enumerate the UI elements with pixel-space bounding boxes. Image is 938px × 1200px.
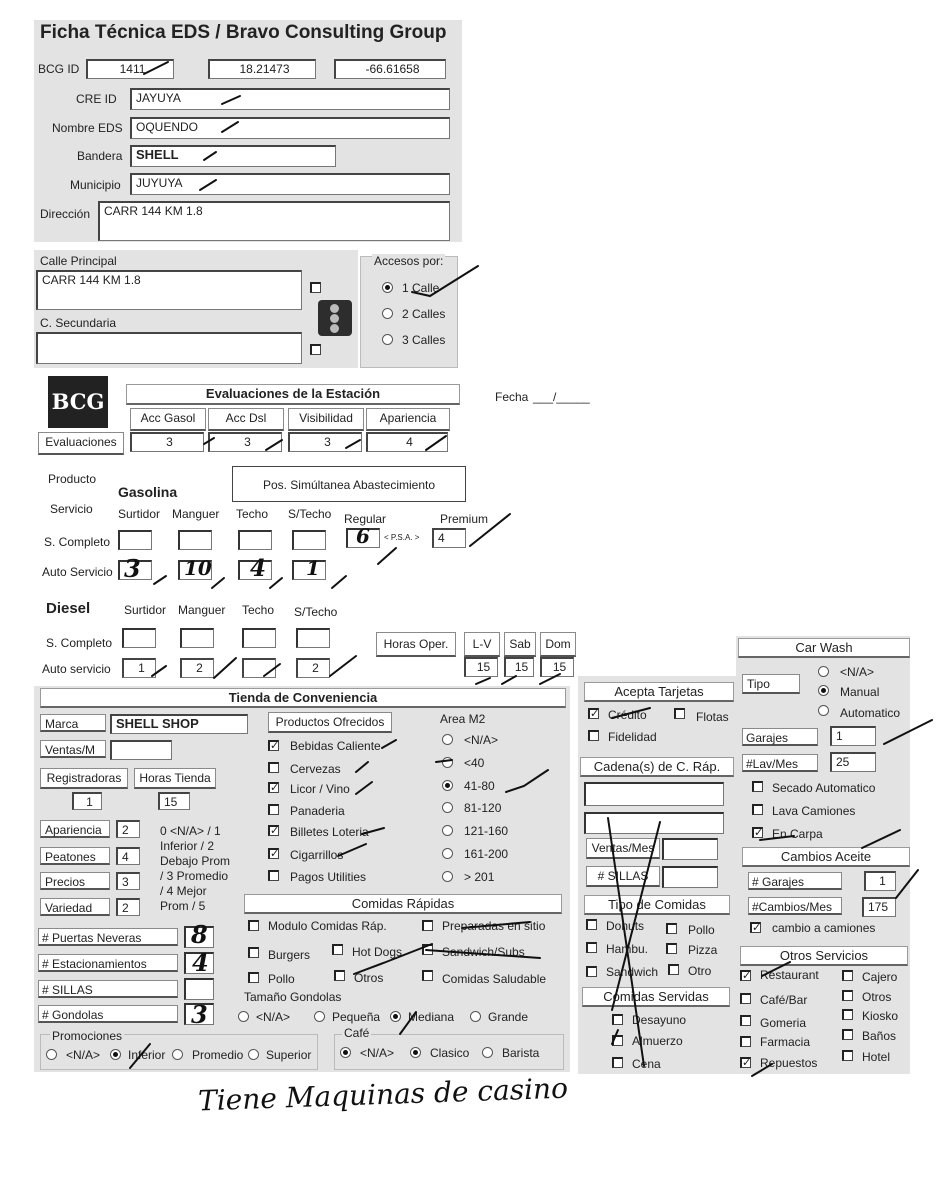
gondola-na-radio[interactable] xyxy=(238,1011,249,1022)
cr-hotdogs-label: Hot Dogs xyxy=(352,945,403,959)
cr-preparadas-label: Preparadas en sitio xyxy=(442,919,546,933)
tarjeta-credito-checkbox[interactable]: ✓ xyxy=(590,708,600,720)
cadena-sillas-field[interactable] xyxy=(662,866,718,888)
cre-id-label: CRE ID xyxy=(76,92,117,106)
puertas-neveras-label: # Puertas Neveras xyxy=(38,928,178,946)
os-cafebar-label: Café/Bar xyxy=(760,993,808,1007)
accesos-3-label: 3 Calles xyxy=(402,333,446,347)
dsl-auto-servicio-label: Auto servicio xyxy=(42,662,111,676)
horas-oper-label: Horas Oper. xyxy=(376,632,456,657)
comidas-servidas-title: Comidas Servidas xyxy=(582,987,730,1007)
promo-superior-label: Superior xyxy=(266,1048,312,1062)
secado-checkbox[interactable] xyxy=(752,781,763,792)
area-41-80-radio[interactable] xyxy=(442,780,453,791)
registradoras-label: Registradoras xyxy=(40,768,128,789)
os-repuestos-checkbox[interactable]: ✓ xyxy=(742,1057,752,1069)
bcg-id-field[interactable]: 1411 xyxy=(86,59,174,79)
gas-auto-servicio-label: Auto Servicio xyxy=(42,565,113,579)
prod-billetes-checkbox[interactable]: ✓ xyxy=(270,825,280,837)
cadena-ventas-label: Ventas/Mes xyxy=(586,838,660,859)
calle-secundaria-label: C. Secundaria xyxy=(40,316,117,330)
diesel-title: Diesel xyxy=(46,600,91,617)
lava-camiones-checkbox[interactable] xyxy=(752,804,763,815)
tc-otro-checkbox[interactable] xyxy=(668,964,679,975)
tarjeta-credito-label: Crédito xyxy=(608,708,647,722)
gondola-pequena-radio[interactable] xyxy=(314,1011,325,1022)
calle-secundaria-checkbox[interactable] xyxy=(310,344,321,355)
dsl-header-manguer: Manguer xyxy=(178,603,226,617)
cr-burgers-label: Burgers xyxy=(268,948,311,962)
cadena-field-2[interactable] xyxy=(584,812,724,834)
evaluaciones-row-label: Evaluaciones xyxy=(38,432,124,455)
calle-secundaria-field[interactable] xyxy=(36,332,302,364)
prod-pagos-checkbox[interactable] xyxy=(268,870,279,881)
cs-almuerzo-checkbox[interactable] xyxy=(612,1035,623,1046)
municipio-field[interactable]: JUYUYA xyxy=(130,173,450,195)
psa-label: < P.S.A. > xyxy=(384,533,420,542)
cr-sandwich-checkbox[interactable] xyxy=(422,944,433,955)
ventas-label: Ventas/M xyxy=(40,740,106,758)
prod-bebidas-label: Bebidas Caliente xyxy=(290,739,381,753)
prod-cervezas-label: Cervezas xyxy=(290,762,341,776)
tarjeta-fidelidad-checkbox[interactable] xyxy=(588,730,599,741)
longitude-field[interactable]: -66.61658 xyxy=(334,59,446,79)
gondola-mediana-label: Mediana xyxy=(408,1010,455,1024)
area-201-label: > 201 xyxy=(464,870,495,884)
bcg-logo: BCG xyxy=(48,376,108,428)
promo-superior-radio[interactable] xyxy=(248,1049,259,1060)
horas-header-sab: Sab xyxy=(504,632,536,657)
puertas-neveras-value: 8 xyxy=(191,920,208,949)
tc-hambu-label: Hambu. xyxy=(606,942,649,956)
horas-header-dom: Dom xyxy=(540,632,576,657)
eval-apariencia-field[interactable]: 4 xyxy=(366,432,448,452)
tarjetas-title: Acepta Tarjetas xyxy=(584,682,734,702)
municipio-label: Municipio xyxy=(70,178,121,192)
secado-label: Secado Automatico xyxy=(772,781,876,795)
prod-bebidas-checkbox[interactable]: ✓ xyxy=(270,740,280,752)
variedad-label: Variedad xyxy=(40,898,110,916)
cafe-clasico-radio[interactable] xyxy=(410,1047,421,1058)
dsl-header-stecho: S/Techo xyxy=(294,605,338,619)
gondolas-title: Tamaño Gondolas xyxy=(244,990,342,1004)
dsl-as-manguer[interactable]: 2 xyxy=(180,658,214,678)
gas-sc-surtidor[interactable] xyxy=(118,530,152,550)
promo-na-label: <N/A> xyxy=(66,1048,101,1062)
direccion-field[interactable]: CARR 144 KM 1.8 xyxy=(98,201,450,241)
cs-desayuno-checkbox[interactable] xyxy=(612,1014,623,1025)
cr-saludable-label: Comidas Saludable xyxy=(442,972,547,986)
cafe-barista-radio[interactable] xyxy=(482,1047,493,1058)
marca-field[interactable]: SHELL SHOP xyxy=(110,714,248,734)
gas-sc-stecho[interactable] xyxy=(292,530,326,550)
promo-na-radio[interactable] xyxy=(46,1049,57,1060)
dsl-sc-stecho[interactable] xyxy=(296,628,330,648)
area-201-radio[interactable] xyxy=(442,871,453,882)
tipo-comidas-title: Tipo de Comidas xyxy=(584,895,730,915)
cs-desayuno-label: Desayuno xyxy=(632,1013,687,1027)
prod-pagos-label: Pagos Utilities xyxy=(290,870,367,884)
area-na-radio[interactable] xyxy=(442,734,453,745)
handwritten-note: Tiene Maquinas de casino xyxy=(197,1071,569,1118)
premium-field[interactable]: 4 xyxy=(432,528,466,548)
estacionamientos-value: 4 xyxy=(192,948,209,977)
cambio-camiones-checkbox[interactable]: ✓ xyxy=(752,922,762,934)
gas-header-surtidor: Surtidor xyxy=(118,507,161,521)
cafe-na-label: <N/A> xyxy=(360,1046,395,1060)
os-hotel-label: Hotel xyxy=(862,1050,891,1064)
carwash-manual-radio[interactable] xyxy=(818,685,829,696)
prod-licor-checkbox[interactable]: ✓ xyxy=(270,782,280,794)
nombre-eds-label: Nombre EDS xyxy=(52,121,123,135)
bandera-label: Bandera xyxy=(77,149,123,163)
area-41-80-label: 41-80 xyxy=(464,779,495,793)
gondola-mediana-radio[interactable] xyxy=(390,1011,401,1022)
carwash-tipo-label: Tipo xyxy=(742,674,800,694)
productos-title: Productos Ofrecidos xyxy=(268,712,392,733)
cafe-clasico-label: Clasico xyxy=(430,1046,470,1060)
dsl-header-surtidor: Surtidor xyxy=(124,603,167,617)
cr-burgers-checkbox[interactable] xyxy=(248,947,259,958)
pos-simultanea-title: Pos. Simúltanea Abastecimiento xyxy=(232,466,466,502)
gas-sc-techo[interactable] xyxy=(238,530,272,550)
peatones-label: Peatones xyxy=(40,847,110,865)
cambios-garajes-field[interactable]: 1 xyxy=(864,871,896,891)
cs-almuerzo-label: Almuerzo xyxy=(632,1034,683,1048)
area-121-160-radio[interactable] xyxy=(442,825,453,836)
os-hotel-checkbox[interactable] xyxy=(842,1050,853,1061)
cadena-sillas-label: # SILLAS xyxy=(586,866,660,887)
tc-sandwich-label: Sandwich xyxy=(606,965,659,979)
bandera-field[interactable]: SHELL xyxy=(130,145,336,167)
dsl-as-surtidor[interactable]: 1 xyxy=(122,658,156,678)
os-banos-label: Baños xyxy=(862,1029,897,1043)
fecha-label: Fecha xyxy=(495,390,529,404)
accesos-1-label: 1 Calle xyxy=(402,281,440,295)
dsl-as-stecho[interactable]: 2 xyxy=(296,658,330,678)
tarjeta-flotas-label: Flotas xyxy=(696,710,729,724)
traffic-light-icon xyxy=(318,300,352,336)
carwash-auto-label: Automatico xyxy=(840,706,901,720)
gas-sc-manguer[interactable] xyxy=(178,530,212,550)
prod-cervezas-checkbox[interactable] xyxy=(268,762,279,773)
dsl-as-techo[interactable] xyxy=(242,658,276,678)
promo-promedio-label: Promedio xyxy=(192,1048,244,1062)
cr-otros-label: Otros xyxy=(354,971,384,985)
tarjeta-fidelidad-label: Fidelidad xyxy=(608,730,657,744)
horas-header-lv: L-V xyxy=(464,632,500,657)
cr-sandwich-label: Sandwich/Subs xyxy=(442,945,525,959)
area-40-label: <40 xyxy=(464,756,485,770)
regular-value: 6 xyxy=(356,524,370,548)
gondola-grande-label: Grande xyxy=(488,1010,529,1024)
tc-donuts-checkbox[interactable] xyxy=(586,919,597,930)
carwash-garajes-field[interactable]: 1 xyxy=(830,726,876,746)
tc-pizza-checkbox[interactable] xyxy=(666,943,677,954)
area-121-160-label: 121-160 xyxy=(464,824,509,838)
eval-header-acc-gasol: Acc Gasol xyxy=(130,408,206,431)
registradoras-field[interactable]: 1 xyxy=(72,792,102,810)
gas-header-techo: Techo xyxy=(236,507,269,521)
os-kiosko-checkbox[interactable] xyxy=(842,1009,853,1020)
promociones-title: Promociones xyxy=(52,1029,123,1043)
os-restaurant-checkbox[interactable]: ✓ xyxy=(742,970,752,982)
accesos-2-radio[interactable] xyxy=(382,308,393,319)
area-40-radio[interactable] xyxy=(442,757,453,768)
tc-pollo-label: Pollo xyxy=(688,923,715,937)
promo-inferior-label: Inferior xyxy=(128,1048,166,1062)
tc-sandwich-checkbox[interactable] xyxy=(586,966,597,977)
gas-as-surtidor-value: 3 xyxy=(124,554,141,583)
precios-field[interactable]: 3 xyxy=(116,872,140,890)
dsl-sc-manguer[interactable] xyxy=(180,628,214,648)
otros-servicios-title: Otros Servicios xyxy=(740,946,908,966)
apariencia-label: Apariencia xyxy=(40,820,110,838)
cr-otros-checkbox[interactable] xyxy=(334,970,345,981)
area-title: Area M2 xyxy=(440,712,486,726)
area-161-200-radio[interactable] xyxy=(442,848,453,859)
calle-principal-label: Calle Principal xyxy=(40,254,117,268)
calle-principal-checkbox[interactable] xyxy=(310,282,321,293)
promo-promedio-radio[interactable] xyxy=(172,1049,183,1060)
regular-label: Regular xyxy=(344,512,387,526)
latitude-field[interactable]: 18.21473 xyxy=(208,59,316,79)
accesos-1-radio[interactable] xyxy=(382,282,393,293)
os-banos-checkbox[interactable] xyxy=(842,1029,853,1040)
os-farmacia-label: Farmacia xyxy=(760,1035,811,1049)
carwash-garajes-label: Garajes xyxy=(742,728,818,746)
gondolas-value: 3 xyxy=(191,1000,208,1029)
horas-tienda-label: Horas Tienda xyxy=(134,768,216,789)
os-gomeria-label: Gomeria xyxy=(760,1016,807,1030)
gondolas-label: # Gondolas xyxy=(38,1005,178,1023)
prod-cigarrillos-checkbox[interactable]: ✓ xyxy=(270,848,280,860)
comidas-rapidas-title: Comidas Rápidas xyxy=(244,894,562,914)
area-161-200-label: 161-200 xyxy=(464,847,509,861)
cadena-field-1[interactable] xyxy=(584,782,724,806)
dsl-sc-techo[interactable] xyxy=(242,628,276,648)
cadena-ventas-field[interactable] xyxy=(662,838,718,860)
area-81-120-label: 81-120 xyxy=(464,801,502,815)
lav-mes-label: #Lav/Mes xyxy=(742,754,818,772)
tienda-title: Tienda de Conveniencia xyxy=(40,688,566,708)
eval-header-apariencia: Apariencia xyxy=(366,408,450,431)
en-carpa-label: En Carpa xyxy=(772,827,823,841)
cafe-barista-label: Barista xyxy=(502,1046,540,1060)
cs-cena-label: Cena xyxy=(632,1057,661,1071)
rating-legend: 0 <N/A> / 1 Inferior / 2 Debajo Prom / 3 Promedio / 4 Mejor Prom / 5 xyxy=(160,824,231,913)
prod-panaderia-label: Panaderia xyxy=(290,804,345,818)
prod-billetes-label: Billetes Loteria xyxy=(290,825,369,839)
os-otros-checkbox[interactable] xyxy=(842,990,853,1001)
cadena-title: Cadena(s) de C. Ráp. xyxy=(580,757,734,777)
dsl-s-completo-label: S. Completo xyxy=(46,636,113,650)
carwash-manual-label: Manual xyxy=(840,685,880,699)
marca-label: Marca xyxy=(40,714,106,732)
gas-as-manguer-value: 10 xyxy=(184,556,212,580)
cambios-garajes-label: # Garajes xyxy=(748,872,842,890)
horas-lv-field[interactable]: 15 xyxy=(464,657,498,677)
cambios-aceite-title: Cambios Aceite xyxy=(742,847,910,867)
eval-acc-dsl-field[interactable]: 3 xyxy=(208,432,282,452)
area-81-120-radio[interactable] xyxy=(442,802,453,813)
promo-inferior-radio[interactable] xyxy=(110,1049,121,1060)
gondola-na-label: <N/A> xyxy=(256,1010,291,1024)
lava-camiones-label: Lava Camiones xyxy=(772,804,856,818)
lav-mes-field[interactable]: 25 xyxy=(830,752,876,772)
calle-principal-field[interactable]: CARR 144 KM 1.8 xyxy=(36,270,302,310)
area-na-label: <N/A> xyxy=(464,733,499,747)
accesos-3-radio[interactable] xyxy=(382,334,393,345)
os-kiosko-label: Kiosko xyxy=(862,1009,899,1023)
estacionamientos-label: # Estacionamientos xyxy=(38,954,178,972)
apariencia-field[interactable]: 2 xyxy=(116,820,140,838)
gas-header-manguer: Manguer xyxy=(172,507,220,521)
gas-header-stecho: S/Techo xyxy=(288,507,332,521)
eval-visibilidad-field[interactable]: 3 xyxy=(288,432,362,452)
gas-s-completo-label: S. Completo xyxy=(44,535,111,549)
tc-otro-label: Otro xyxy=(688,964,712,978)
cs-cena-checkbox[interactable] xyxy=(612,1057,623,1068)
premium-label: Premium xyxy=(440,512,489,526)
os-cajero-label: Cajero xyxy=(862,970,898,984)
peatones-field[interactable]: 4 xyxy=(116,847,140,865)
carwash-title: Car Wash xyxy=(738,638,910,658)
cr-pollo-checkbox[interactable] xyxy=(248,972,259,983)
horas-sab-field[interactable]: 15 xyxy=(504,657,534,677)
cambio-camiones-label: cambio a camiones xyxy=(772,921,876,935)
tienda-sillas-label: # SILLAS xyxy=(38,980,178,998)
os-repuestos-label: Repuestos xyxy=(760,1056,818,1070)
carwash-na-radio[interactable] xyxy=(818,666,829,677)
eval-header-visibilidad: Visibilidad xyxy=(288,408,364,431)
tc-pollo-checkbox[interactable] xyxy=(666,923,677,934)
gondola-grande-radio[interactable] xyxy=(470,1011,481,1022)
os-restaurant-label: Restaurant xyxy=(760,968,819,982)
cr-modulo-checkbox[interactable] xyxy=(248,920,259,931)
dsl-sc-surtidor[interactable] xyxy=(122,628,156,648)
cre-id-field[interactable]: JAYUYA xyxy=(130,88,450,110)
horas-tienda-field[interactable]: 15 xyxy=(158,792,190,810)
cambios-mes-label: #Cambios/Mes xyxy=(748,897,842,915)
cr-preparadas-checkbox[interactable] xyxy=(422,920,433,931)
evaluaciones-title: Evaluaciones de la Estación xyxy=(126,384,460,405)
os-cafebar-checkbox[interactable] xyxy=(740,993,751,1004)
eval-header-acc-dsl: Acc Dsl xyxy=(208,408,284,431)
page-title: Ficha Técnica EDS / Bravo Consulting Group xyxy=(40,22,447,43)
gondola-pequena-label: Pequeña xyxy=(332,1010,381,1024)
cafe-na-radio[interactable] xyxy=(340,1047,351,1058)
servicio-label: Servicio xyxy=(50,502,93,516)
gasolina-title: Gasolina xyxy=(118,484,178,500)
eval-acc-gasol-field[interactable]: 3 xyxy=(130,432,204,452)
prod-panaderia-checkbox[interactable] xyxy=(268,804,279,815)
horas-dom-field[interactable]: 15 xyxy=(540,657,574,677)
os-cajero-checkbox[interactable] xyxy=(842,970,853,981)
gas-as-techo-value: 4 xyxy=(250,555,267,582)
dsl-header-techo: Techo xyxy=(242,603,275,617)
carwash-auto-radio[interactable] xyxy=(818,705,829,716)
carwash-na-label: <N/A> xyxy=(840,665,875,679)
tc-hambu-checkbox[interactable] xyxy=(586,942,597,953)
bcg-id-label: BCG ID xyxy=(38,62,80,76)
prod-licor-label: Licor / Vino xyxy=(290,782,350,796)
cr-pollo-label: Pollo xyxy=(268,972,295,986)
cr-saludable-checkbox[interactable] xyxy=(422,970,433,981)
en-carpa-checkbox[interactable]: ✓ xyxy=(754,827,764,839)
tienda-sillas-field[interactable] xyxy=(184,978,214,1000)
prod-cigarrillos-label: Cigarrillos xyxy=(290,848,344,862)
tc-donuts-label: Donuts xyxy=(606,919,645,933)
producto-label: Producto xyxy=(48,472,97,486)
accesos-title: Accesos por: xyxy=(374,254,444,268)
os-farmacia-checkbox[interactable] xyxy=(740,1036,751,1047)
fecha-value[interactable]: ___/_____ xyxy=(533,390,590,404)
cr-modulo-label: Modulo Comidas Ráp. xyxy=(268,919,387,933)
os-gomeria-checkbox[interactable] xyxy=(740,1015,751,1026)
gas-as-stecho-value: 1 xyxy=(306,556,320,580)
cambios-mes-field[interactable]: 175 xyxy=(862,897,896,917)
cr-hotdogs-checkbox[interactable] xyxy=(332,944,343,955)
cafe-title: Café xyxy=(344,1026,370,1040)
ventas-field[interactable] xyxy=(110,740,172,760)
os-otros-label: Otros xyxy=(862,990,892,1004)
nombre-eds-field[interactable]: OQUENDO xyxy=(130,117,450,139)
accesos-2-label: 2 Calles xyxy=(402,307,446,321)
direccion-label: Dirección xyxy=(40,207,91,221)
variedad-field[interactable]: 2 xyxy=(116,898,140,916)
tc-pizza-label: Pizza xyxy=(688,943,718,957)
precios-label: Precios xyxy=(40,872,110,890)
tarjeta-flotas-checkbox[interactable] xyxy=(674,708,685,719)
